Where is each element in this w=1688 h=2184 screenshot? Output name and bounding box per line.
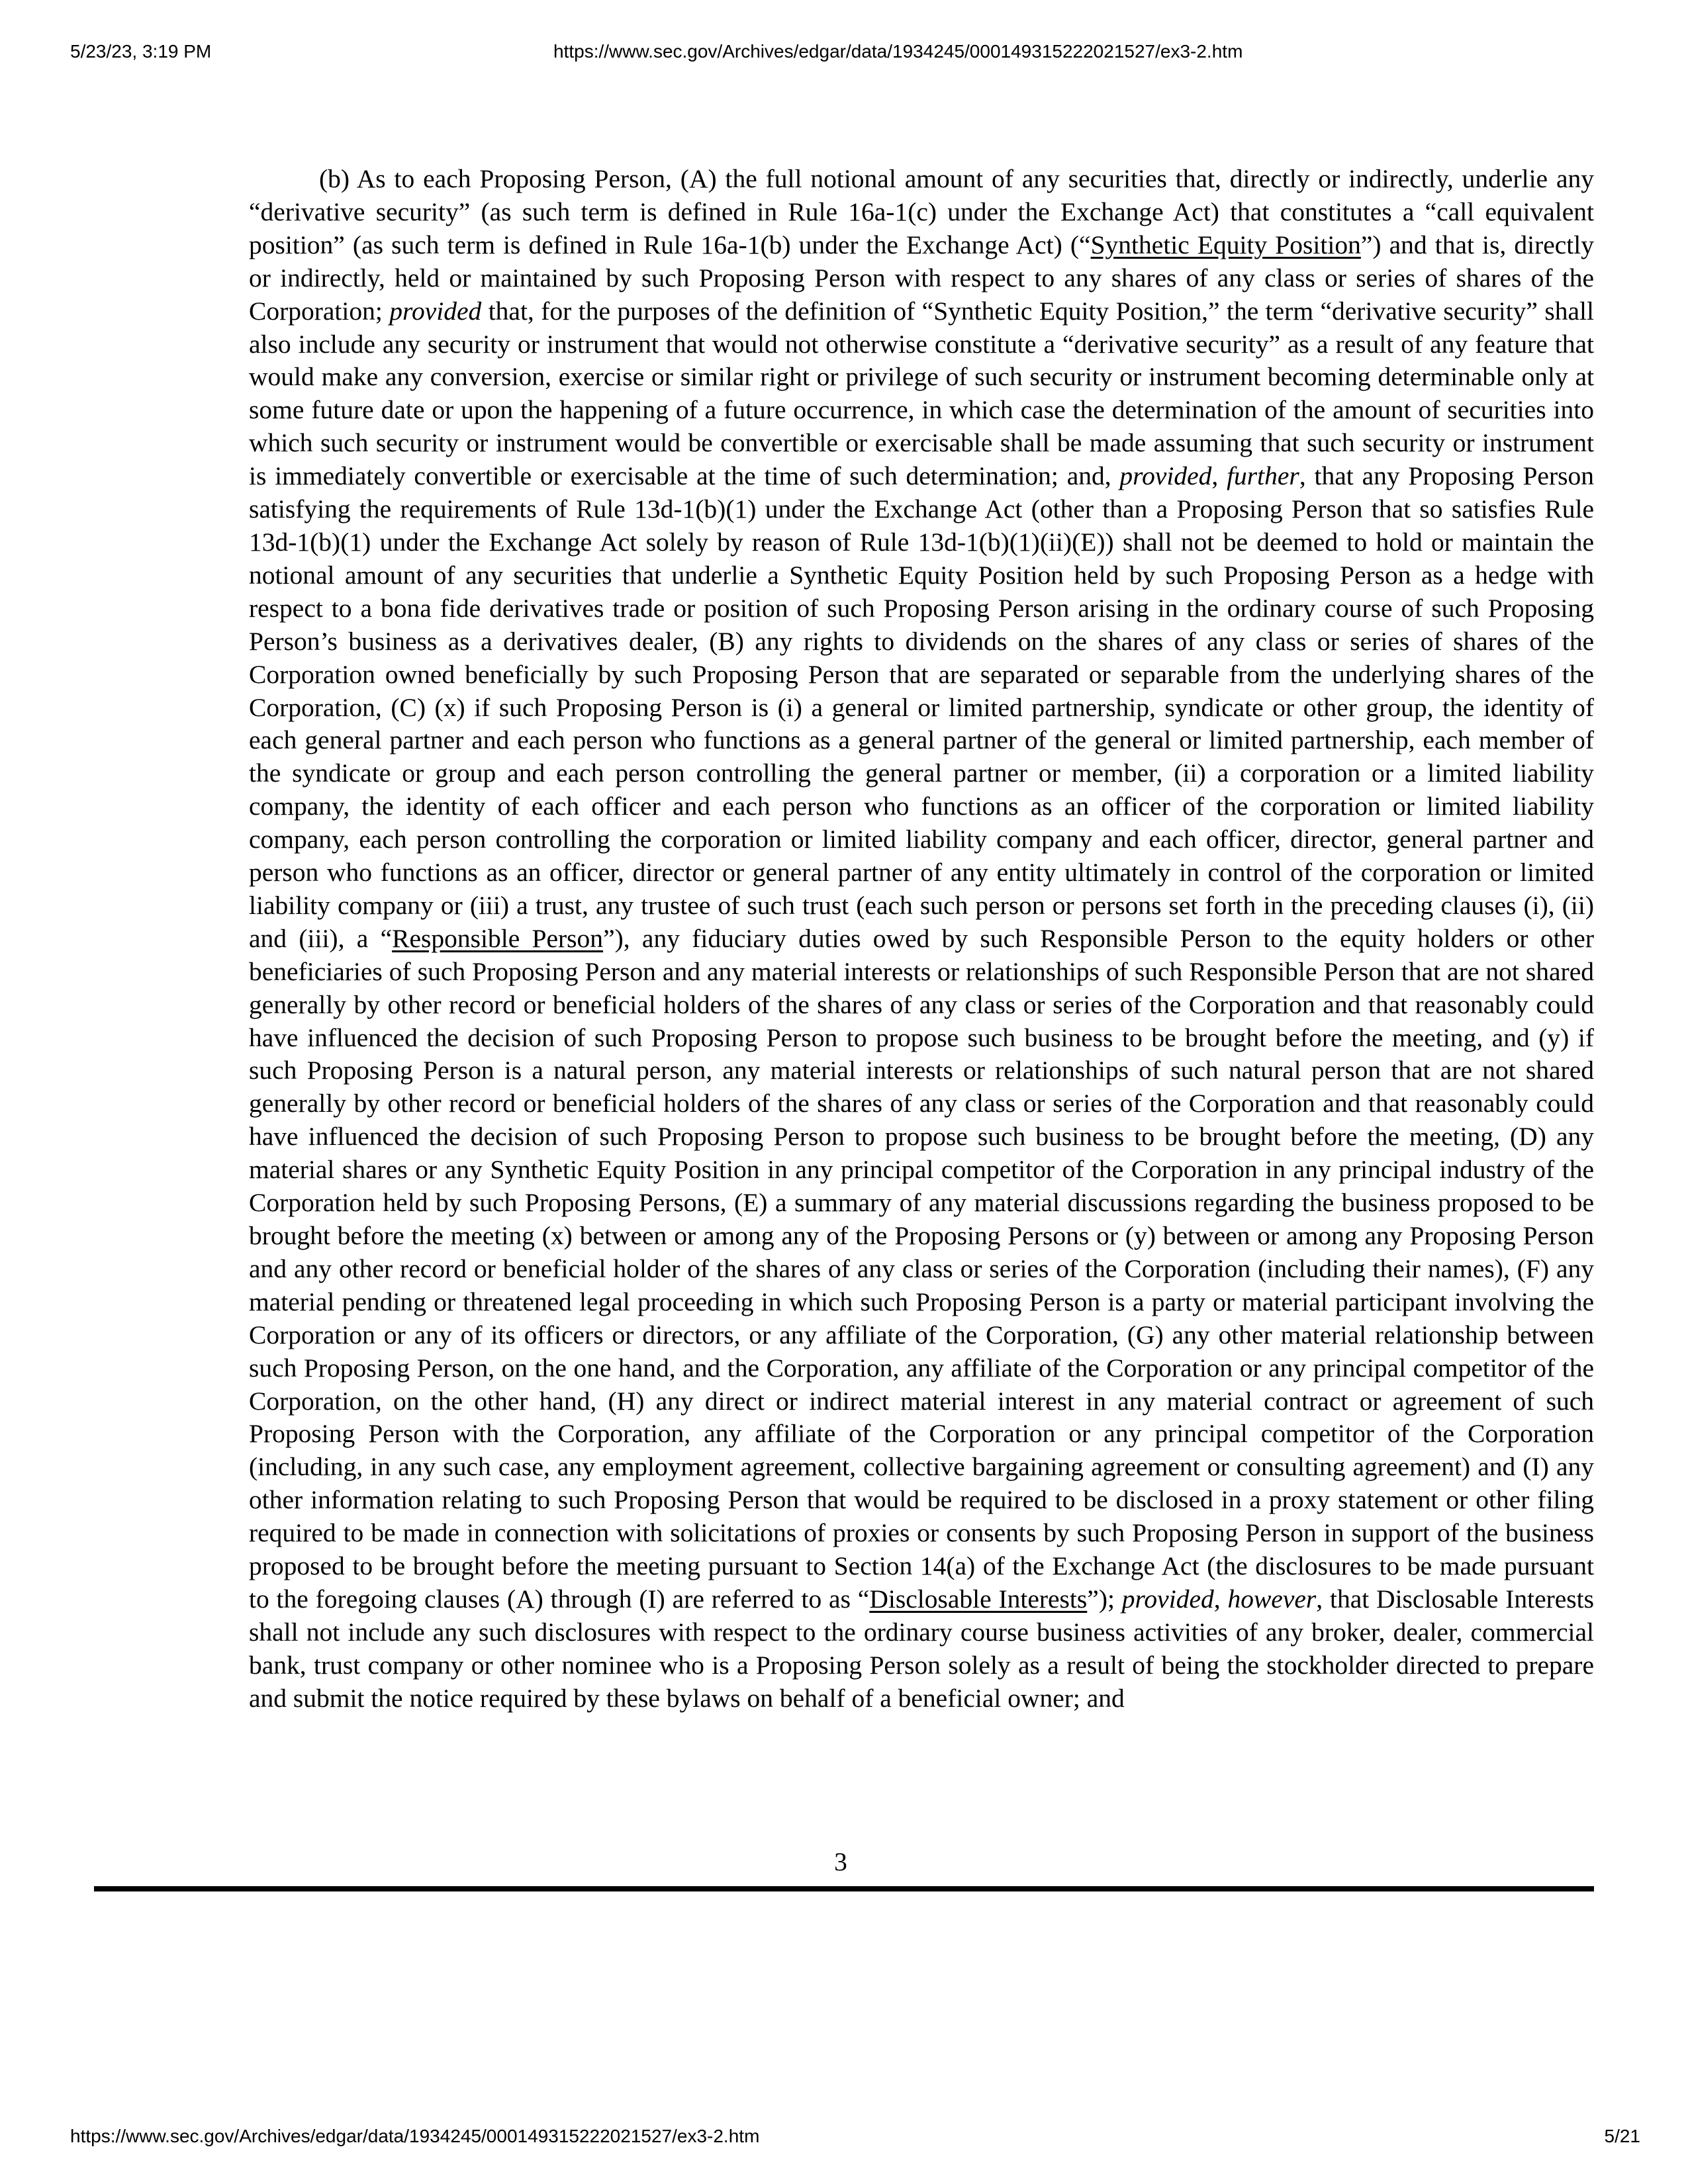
emphasis-provided: provided	[389, 296, 482, 326]
emphasis-provided: provided	[1121, 1584, 1214, 1614]
print-footer-url: https://www.sec.gov/Archives/edgar/data/1934245/000149315222021527/ex3-2.htm	[70, 2126, 760, 2146]
paragraph-text: , that Disclosable Interests shall not include any such disclosures with respect to the ordinary course business activities of any broker, dealer, commercial bank, trust company or other nominee who is a Proposing Person solely as a result of being the stockholder directed to prepare and submit the notice required by these bylaws on behalf of a beneficial owner; and	[249, 1584, 1594, 1713]
defined-term-responsible-person: Responsible Person	[392, 923, 604, 953]
page-divider	[94, 1886, 1594, 1891]
paragraph-text: , that any Proposing Person satisfying the requirements of Rule 13d-1(b)(1) under the Exchange Act (other than a Proposing Person that so satisfies Rule 13d-1(b)(1) under the Exchange Act solely by reason of Rule 13d-1(b)(1)(ii)(E)) shall not be deemed to hold or maintain the notional amount of any securities that underlie a Synthetic Equity Position held by such Proposing Person as a hedge with respect to a bona fide derivatives trade or position of such Proposing Person arising in the ordinary course of such Proposing Person’s business as a derivatives dealer, (B) any rights to dividends on the shares of any class or series of shares of the Corporation owned beneficially by such Proposing Person that are separated or separable from the underlying shares of the Corporation, (C) (x) if such Proposing Person is (i) a general or limited partnership, syndicate or other group, the identity of each general partner and each person who functions as a general partner of the general or limited partnership, each member of the syndicate or group and each person controlling the general partner or member, (ii) a corporation or a limited liability company, the identity of each officer and each person who functions as an officer of the corporation or limited liability company, each person controlling the corporation or limited liability company and each officer, director, general partner and person who functions as an officer, director or general partner of any entity ultimately in control of the corporation or limited liability company or (iii) a trust, any trustee of such trust (each such person or persons set forth in the preceding clauses (i), (ii) and (iii), a “	[249, 461, 1594, 953]
paragraph-text: ”), any fiduciary duties owed by such Responsible Person to the equity holders or other beneficiaries of such Proposing Person and any material interests or relationships of such Responsible Person that are not shared generally by other record or beneficial holders of the shares of any class or series of the Corporation and that reasonably could have influenced the decision of such Proposing Person to propose such business to be brought before the meeting, and (y) if such Proposing Person is a natural person, any material interests or relationships of such natural person that are not shared generally by other record or beneficial holders of the shares of any class or series of the Corporation and that reasonably could have influenced the decision of such Proposing Person to propose such business to be brought before the meeting, (D) any material shares or any Synthetic Equity Position in any principal competitor of the Corporation in any principal industry of the Corporation held by such Proposing Persons, (E) a summary of any material discussions regarding the business proposed to be brought before the meeting (x) between or among any of the Proposing Persons or (y) between or among any Proposing Person and any other record or beneficial holder of the shares of any class or series of the Corporation (including their names), (F) any material pending or threatened legal proceeding in which such Proposing Person is a party or material participant involving the Corporation or any of its officers or directors, or any affiliate of the Corporation, (G) any other material relationship between such Proposing Person, on the one hand, and the Corporation, any affiliate of the Corporation or any principal competitor of the Corporation, on the other hand, (H) any direct or indirect material interest in any material contract or agreement of such Proposing Person with the Corporation, any affiliate of the Corporation or any principal competitor of the Corporation (including, in any such case, any employment agreement, collective bargaining agreement or consulting agreement) and (I) any other information relating to such Proposing Person that would be required to be disclosed in a proxy statement or other filing required to be made in connection with solicitations of proxies or consents by such Proposing Person in support of the business proposed to be brought before the meeting pursuant to Section 14(a) of the Exchange Act (the disclosures to be made pursuant to the foregoing clauses (A) through (I) are referred to as “	[249, 923, 1594, 1614]
paragraph-text: ,	[1211, 461, 1227, 491]
page-number: 3	[834, 1847, 847, 1876]
paragraph-text: that, for the purposes of the definition of “Synthetic Equity Position,” the term “derivative security” shall also include any security or instrument that would not otherwise constitute a “derivative security” as a result of any feature that would make any conversion, exercise or similar right or privilege of such security or instrument becoming determinable only at some future date or upon the happening of a future occurrence, in which case the determination of the amount of securities into which such security or instrument would be convertible or exercisable shall be made assuming that such security or instrument is immediately convertible or exercisable at the time of such determination; and,	[249, 296, 1594, 491]
print-page-counter: 5/21	[1604, 2126, 1640, 2146]
print-url: https://www.sec.gov/Archives/edgar/data/1934245/000149315222021527/ex3-2.htm	[553, 41, 1243, 62]
paragraph-text: (b) As to each Proposing Person, (A) the full notional amount of any securities that, directly or indirectly, underlie any “derivative security” (as such term is defined in Rule 16a-1(c) under the Exchange Act) that constitutes a “call equivalent position” (as such term is defined in Rule 16a-1(b) under the Exchange Act) (“	[249, 164, 1594, 259]
paragraph-text: ”) and that is, directly or indirectly, held or maintained by such Proposing Person with respect to any shares of any class or series of shares of the Corporation;	[249, 230, 1595, 326]
print-datetime: 5/23/23, 3:19 PM	[70, 41, 212, 62]
document-paragraph	[249, 163, 1594, 1715]
emphasis-provided: provided	[1119, 461, 1212, 491]
emphasis-however: however	[1227, 1584, 1317, 1614]
paragraph-text: ”);	[1087, 1584, 1122, 1614]
paragraph-text: ,	[1213, 1584, 1228, 1614]
defined-term-synthetic-equity-position: Synthetic Equity Position	[1090, 230, 1361, 259]
emphasis-further: further	[1227, 461, 1299, 491]
defined-term-disclosable-interests: Disclosable Interests	[869, 1584, 1088, 1614]
